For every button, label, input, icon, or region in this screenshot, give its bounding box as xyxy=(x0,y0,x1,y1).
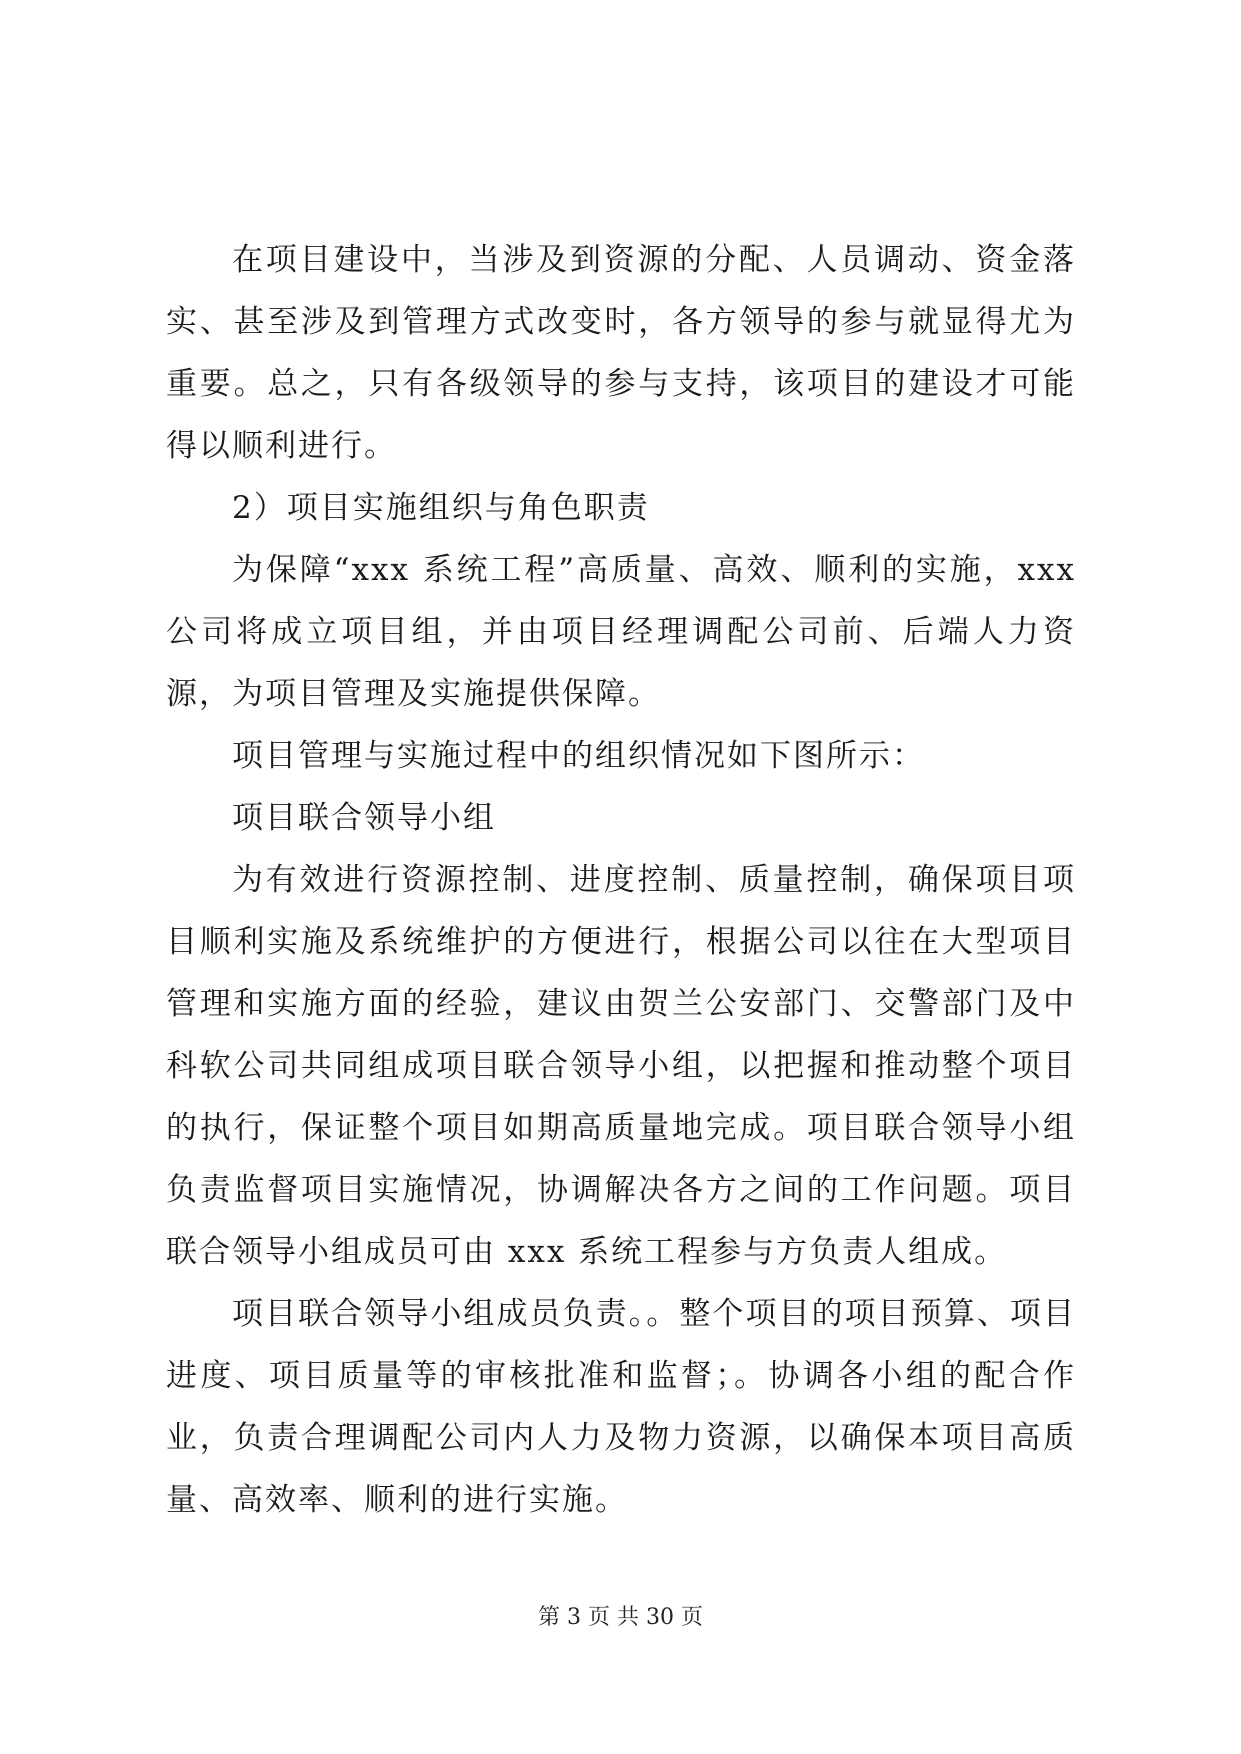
subheading-joint-leadership-group: 项目联合领导小组 xyxy=(232,800,496,836)
document-body xyxy=(166,229,1076,1531)
section-heading-organization-roles: 2）项目实施组织与角色职责 xyxy=(232,490,650,526)
paragraph-leadership-participation: 在项目建设中，当涉及到资源的分配、人员调动、资金落实、甚至涉及到管理方式改变时，各方领导的参与就显得尤为重要。总之，只有各级领导的参与支持，该项目的建设才可能得以顺利进行。 xyxy=(166,242,1076,464)
paragraph-joint-leadership-duties: 项目联合领导小组成员负责。。整个项目的项目预算、项目进度、项目质量等的审核批准和监督；。协调各小组的配合作业，负责合理调配公司内人力及物力资源，以确保本项目高质量、高效率、顺利的进行实施。 xyxy=(166,1296,1076,1518)
paragraph-joint-leadership-purpose: 为有效进行资源控制、进度控制、质量控制，确保项目项目顺利实施及系统维护的方便进行，根据公司以往在大型项目管理和实施方面的经验，建议由贺兰公安部门、交警部门及中科软公司共同组成项目联合领导小组，以把握和推动整个项目的执行，保证整个项目如期高质量地完成。项目联合领导小组负责监督项目实施情况，协调解决各方之间的工作问题。项目联合领导小组成员可由 xxx 系统工程参与方负责人组成。 xyxy=(166,862,1076,1270)
paragraph-org-chart-intro: 项目管理与实施过程中的组织情况如下图所示： xyxy=(232,738,925,774)
paragraph-project-team: 为保障“xxx 系统工程”高质量、高效、顺利的实施，xxx 公司将成立项目组，并由项目经理调配公司前、后端人力资源，为项目管理及实施提供保障。 xyxy=(166,552,1076,712)
page-footer: 第 3 页 共 30 页 xyxy=(538,1605,703,1630)
